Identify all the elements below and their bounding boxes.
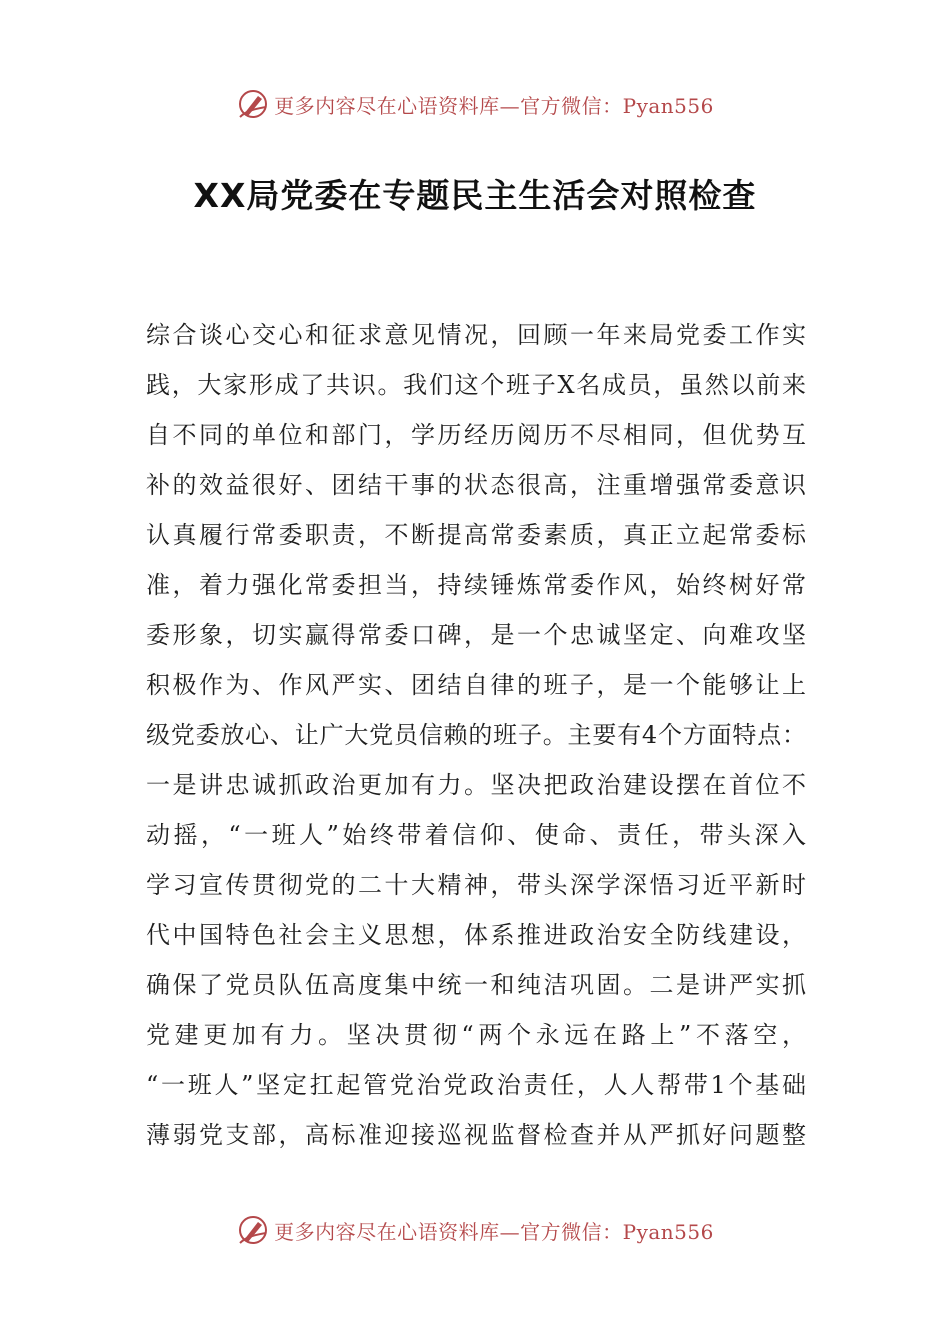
document-title: XX局党委在专题民主生活会对照检查 xyxy=(193,176,757,215)
body-line: 薄弱党支部，高标准迎接巡视监督检查并从严抓好问题整 xyxy=(146,1121,806,1149)
body-line: 自不同的单位和部门，学历经历阅历不尽相同，但优势互 xyxy=(146,421,806,449)
body-line: 一是讲忠诚抓政治更加有力。坚决把政治建设摆在首位不 xyxy=(146,771,806,799)
body-line: 代中国特色社会主义思想，体系推进政治安全防线建设， xyxy=(146,921,806,949)
header-banner xyxy=(0,84,950,124)
document-body xyxy=(146,310,806,1160)
footer-banner xyxy=(0,1210,950,1250)
body-line: 践，大家形成了共识。我们这个班子X名成员，虽然以前来 xyxy=(146,371,806,399)
body-line: 确保了党员队伍高度集中统一和纯洁巩固。二是讲严实抓 xyxy=(146,971,806,999)
footer-banner-text: 更多内容尽在心语资料库—官方微信：Pyan556 xyxy=(274,1219,714,1244)
body-line: 认真履行常委职责，不断提高常委素质，真正立起常委标 xyxy=(146,521,806,549)
body-line: 准，着力强化常委担当，持续锤炼常委作风，始终树好常 xyxy=(146,571,806,599)
header-banner-text: 更多内容尽在心语资料库—官方微信：Pyan556 xyxy=(274,93,714,118)
body-line: 综合谈心交心和征求意见情况，回顾一年来局党委工作实 xyxy=(146,321,806,349)
body-line: 党建更加有力。坚决贯彻“两个永远在路上”不落空， xyxy=(146,1021,806,1049)
body-line: 积极作为、作风严实、团结自律的班子，是一个能够让上 xyxy=(146,671,806,699)
body-line: 动摇，“一班人”始终带着信仰、使命、责任，带头深入 xyxy=(146,821,806,849)
body-line: 级党委放心、让广大党员信赖的班子。主要有4个方面特点： xyxy=(146,721,806,749)
body-line: 委形象，切实赢得常委口碑，是一个忠诚坚定、向难攻坚 xyxy=(146,621,806,649)
pen-nib-logo-icon xyxy=(236,1213,270,1247)
body-line: 学习宣传贯彻党的二十大精神，带头深学深悟习近平新时 xyxy=(146,871,806,899)
body-line: 补的效益很好、团结干事的状态很高，注重增强常委意识 xyxy=(146,471,806,499)
body-line: “一班人”坚定扛起管党治党政治责任，人人帮带1个基础 xyxy=(146,1071,806,1099)
pen-nib-logo-icon xyxy=(236,87,270,121)
